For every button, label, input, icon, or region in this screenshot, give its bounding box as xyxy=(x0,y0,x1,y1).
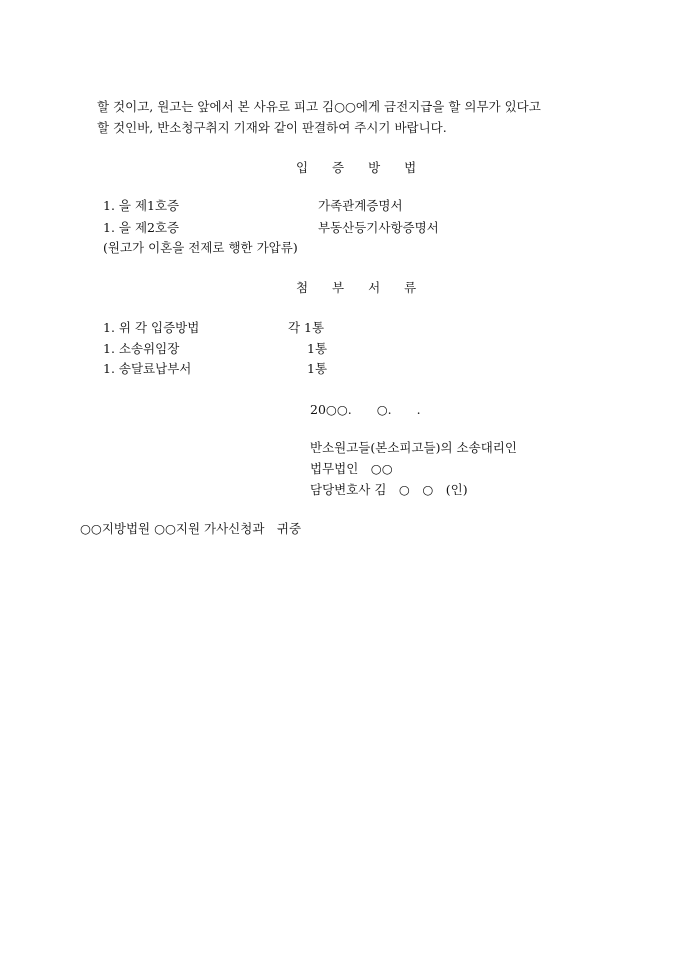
evidence-item-2-label: 1. 을 제2호증 xyxy=(103,220,180,235)
body-text-line-1: 할 것이고, 원고는 앞에서 본 사유로 피고 김○○에게 금전지급을 할 의무가 있다고 xyxy=(97,99,541,114)
evidence-item-2-value: 부동산등기사항증명서 xyxy=(318,220,439,235)
signature-role: 반소원고들(본소피고들)의 소송대리인 xyxy=(310,440,517,455)
body-text-line-2: 할 것인바, 반소청구취지 기재와 같이 판결하여 주시기 바랍니다. xyxy=(97,120,447,135)
evidence-note: (원고가 이혼을 전제로 행한 가압류) xyxy=(103,240,298,255)
attachment-item-1-qty: 각 1통 xyxy=(288,320,325,335)
evidence-item-1-label: 1. 을 제1호증 xyxy=(103,198,180,213)
signature-date: 20○○. ○. . xyxy=(310,402,421,417)
evidence-item-1-value: 가족관계증명서 xyxy=(318,198,403,213)
attachment-item-3-label: 1. 송달료납부서 xyxy=(103,361,192,376)
signature-lawyer: 담당변호사 김 ○ ○ (인) xyxy=(310,482,468,497)
addressee-line: ○○지방법원 ○○지원 가사신청과 귀중 xyxy=(80,521,302,536)
attachment-item-1-label: 1. 위 각 입증방법 xyxy=(103,320,200,335)
attachment-item-3-qty: 1통 xyxy=(307,361,328,376)
attachments-heading: 첨 부 서 류 xyxy=(296,280,427,295)
evidence-heading: 입 증 방 법 xyxy=(296,160,427,175)
attachment-item-2-qty: 1통 xyxy=(307,341,328,356)
signature-firm: 법무법인 ○○ xyxy=(310,461,393,476)
attachment-item-2-label: 1. 소송위임장 xyxy=(103,341,180,356)
